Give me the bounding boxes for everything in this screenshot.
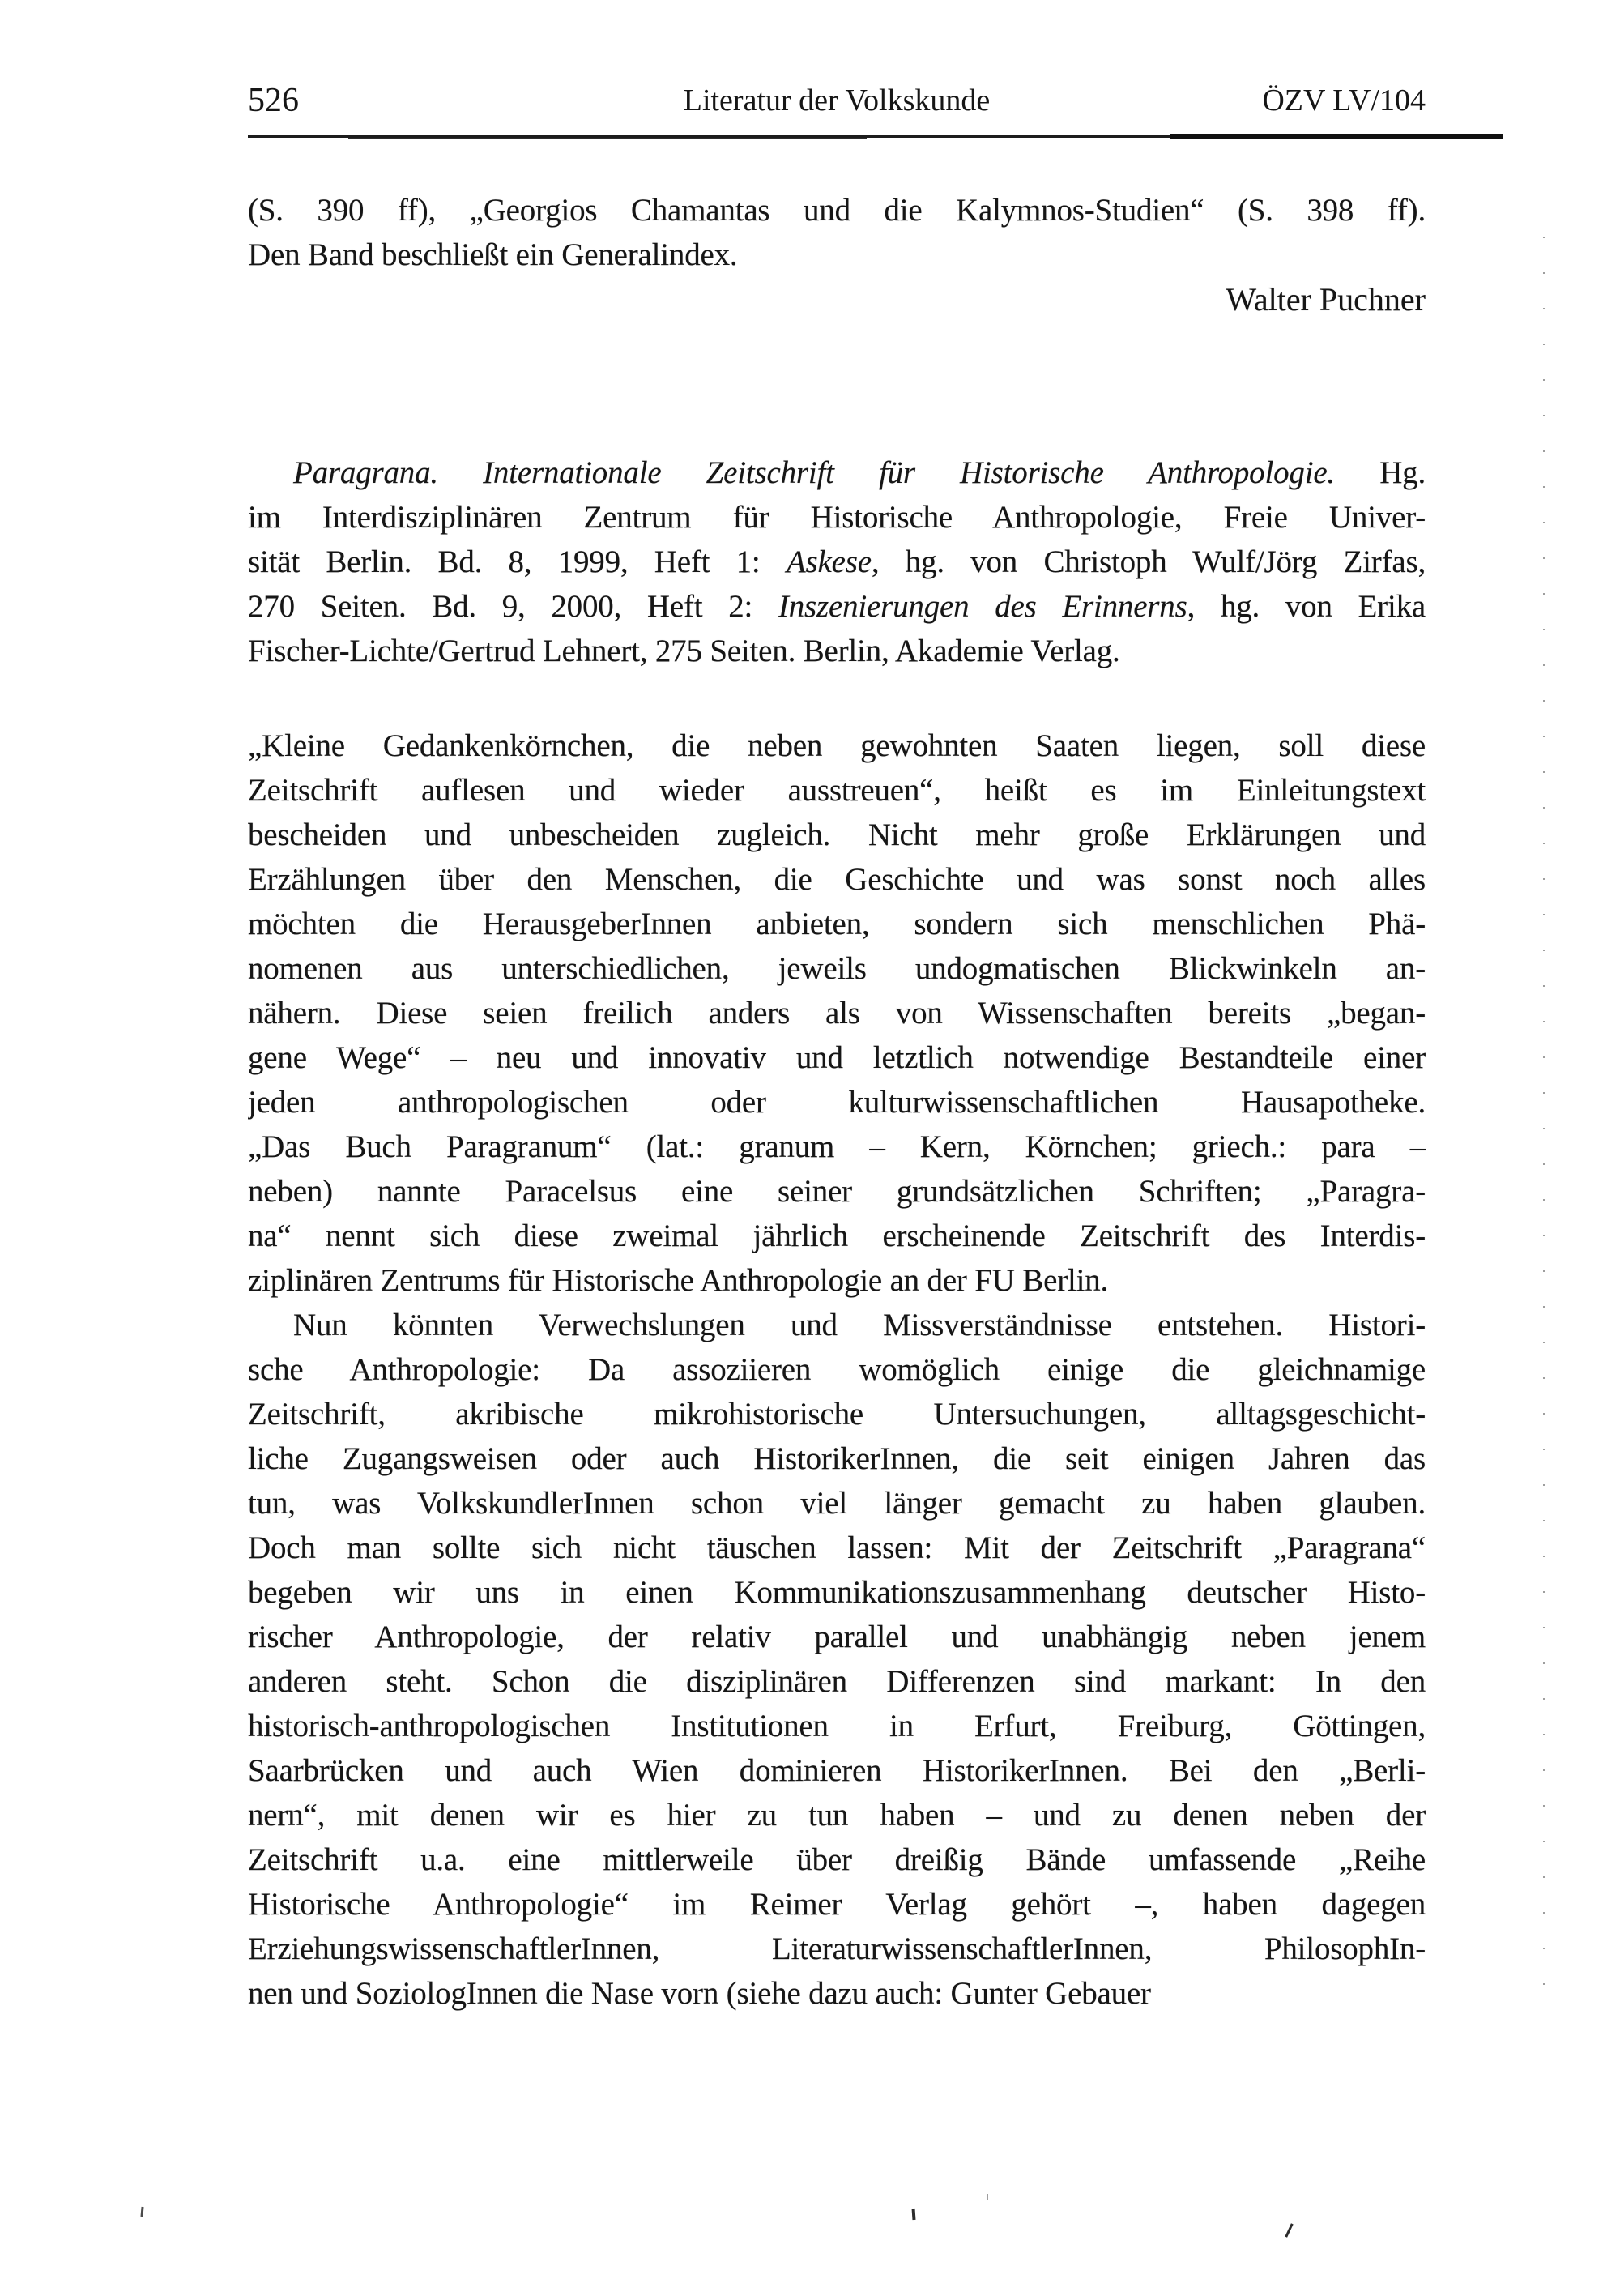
text-line bbox=[248, 1392, 1426, 1436]
text-line bbox=[248, 540, 1426, 584]
text-line bbox=[248, 768, 1426, 813]
scan-speck bbox=[1285, 2223, 1293, 2238]
text-segment: Den Band beschließt ein Generalindex. bbox=[248, 237, 738, 272]
text-segment: , hg. von Christoph Wulf/Jörg Zirfas, bbox=[871, 544, 1426, 579]
issue-reference: ÖZV LV/104 bbox=[1262, 83, 1426, 117]
text-line bbox=[248, 1080, 1426, 1125]
text-segment: Zeitschrift u.a. eine mittlerweile über dreißig Bände umfassende „Reihe bbox=[248, 1842, 1426, 1877]
italic-text-segment: Paragrana. Internationale Zeitschrift für Historische Anthropologie. bbox=[293, 455, 1335, 490]
text-line bbox=[248, 1615, 1426, 1659]
text-segment: na“ nennt sich diese zweimal jährlich erscheinende Zeitschrift des Interdis- bbox=[248, 1218, 1426, 1253]
text-line bbox=[248, 1347, 1426, 1392]
italic-text-segment: Askese bbox=[786, 544, 872, 579]
text-segment: Hg. bbox=[1335, 455, 1426, 490]
text-segment: Erzählungen über den Menschen, die Geschichte und was sonst noch alles bbox=[248, 862, 1426, 897]
reviewer-signature: Walter Puchner bbox=[1226, 281, 1426, 318]
text-segment: Doch man sollte sich nicht täuschen lassen: Mit der Zeitschrift „Paragrana“ bbox=[248, 1530, 1426, 1565]
text-line bbox=[248, 1303, 1426, 1347]
text-segment: begeben wir uns in einen Kommunikationszusammenhang deutscher Histo- bbox=[248, 1575, 1426, 1610]
text-segment: nähern. Diese seien freilich anders als von Wissenschaften bereits „began- bbox=[248, 996, 1426, 1031]
text-line bbox=[248, 1436, 1426, 1481]
text-segment: im Interdisziplinären Zentrum für Historische Anthropologie, Freie Univer- bbox=[248, 500, 1426, 535]
text-line bbox=[248, 1882, 1426, 1927]
text-line bbox=[248, 813, 1426, 857]
text-line bbox=[248, 450, 1426, 495]
text-segment: nomenen aus unterschiedlichen, jeweils undogmatischen Blickwinkeln an- bbox=[248, 951, 1426, 986]
text-line bbox=[248, 1748, 1426, 1793]
text-segment: möchten die HerausgeberInnen anbieten, sondern sich menschlichen Phä- bbox=[248, 907, 1426, 941]
review-citation bbox=[248, 450, 1426, 673]
page-number: 526 bbox=[248, 82, 299, 119]
text-segment: liche Zugangsweisen oder auch HistorikerInnen, die seit einigen Jahren das bbox=[248, 1441, 1426, 1476]
text-segment: historisch-anthropologischen Institutionen in Erfurt, Freiburg, Göttingen, bbox=[248, 1709, 1426, 1743]
scan-speck bbox=[987, 2194, 988, 2200]
text-line bbox=[248, 1035, 1426, 1080]
text-line bbox=[248, 1659, 1426, 1704]
text-line bbox=[248, 1570, 1426, 1615]
text-segment: jeden anthropologischen oder kulturwissenschaftlichen Hausapotheke. bbox=[248, 1085, 1426, 1120]
text-line bbox=[248, 629, 1426, 673]
text-segment: Saarbrücken und auch Wien dominieren HistorikerInnen. Bei den „Berli- bbox=[248, 1753, 1426, 1788]
text-line bbox=[248, 857, 1426, 902]
text-line bbox=[248, 1481, 1426, 1526]
text-segment: tun, was VolkskundlerInnen schon viel länger gemacht zu haben glauben. bbox=[248, 1486, 1426, 1521]
text-segment: nen und SoziologInnen die Nase vorn (siehe dazu auch: Gunter Gebauer bbox=[248, 1976, 1151, 2011]
text-line bbox=[248, 1125, 1426, 1169]
text-line bbox=[248, 1927, 1426, 1971]
text-line bbox=[248, 1971, 1426, 2016]
text-segment: neben) nannte Paracelsus eine seiner grundsätzlichen Schriften; „Paragra- bbox=[248, 1174, 1426, 1209]
text-segment: ErziehungswissenschaftlerInnen, LiteraturwissenschaftlerInnen, PhilosophIn- bbox=[248, 1931, 1426, 1966]
review-body-paragraph-1 bbox=[248, 723, 1426, 1303]
text-line bbox=[248, 902, 1426, 946]
italic-text-segment: Inszenierungen des Erinnerns bbox=[778, 589, 1187, 624]
text-segment: „Das Buch Paragranum“ (lat.: granum – Kern, Körnchen; griech.: para – bbox=[248, 1129, 1426, 1164]
text-line bbox=[248, 1258, 1426, 1303]
text-segment: Zeitschrift, akribische mikrohistorische Untersuchungen, alltagsgeschicht- bbox=[248, 1397, 1426, 1432]
text-line bbox=[248, 1793, 1426, 1837]
text-segment: Zeitschrift auflesen und wieder ausstreuen“, heißt es im Einleitungstext bbox=[248, 773, 1426, 808]
review-closing-paragraph bbox=[248, 188, 1426, 277]
text-segment: nern“, mit denen wir es hier zu tun haben – und zu denen neben der bbox=[248, 1798, 1426, 1833]
text-segment: , hg. von Erika bbox=[1187, 589, 1426, 624]
text-line bbox=[248, 495, 1426, 540]
text-line bbox=[248, 946, 1426, 991]
text-segment: (S. 390 ff), „Georgios Chamantas und die Kalymnos-Studien“ (S. 398 ff). bbox=[248, 193, 1426, 228]
text-segment: sche Anthropologie: Da assoziieren womöglich einige die gleichnamige bbox=[248, 1352, 1426, 1387]
text-segment: 270 Seiten. Bd. 9, 2000, Heft 2: bbox=[248, 589, 778, 624]
review-body-paragraph-2 bbox=[248, 1303, 1426, 2016]
text-line bbox=[248, 188, 1426, 233]
text-line bbox=[248, 1169, 1426, 1214]
text-segment: gene Wege“ – neu und innovativ und letztlich notwendige Bestandteile einer bbox=[248, 1040, 1426, 1075]
scan-speck bbox=[140, 2207, 143, 2217]
text-segment: bescheiden und unbescheiden zugleich. Nicht mehr große Erklärungen und bbox=[248, 817, 1426, 852]
text-line bbox=[248, 1837, 1426, 1882]
text-segment: sität Berlin. Bd. 8, 1999, Heft 1: bbox=[248, 544, 787, 579]
text-segment: Historische Anthropologie“ im Reimer Verlag gehört –, haben dagegen bbox=[248, 1887, 1426, 1922]
header-rule-double-stroke bbox=[348, 138, 867, 139]
journal-title: Literatur der Volkskunde bbox=[683, 83, 991, 117]
text-line bbox=[248, 1704, 1426, 1748]
text-line bbox=[248, 1214, 1426, 1258]
text-segment: Nun könnten Verwechslungen und Missverständnisse entstehen. Histori- bbox=[293, 1308, 1426, 1342]
text-line bbox=[248, 584, 1426, 629]
text-line bbox=[248, 723, 1426, 768]
running-head bbox=[248, 79, 1426, 122]
scan-edge-dotted-line bbox=[1543, 237, 1545, 2003]
text-line bbox=[248, 991, 1426, 1035]
header-rule-thick-segment bbox=[1170, 134, 1503, 139]
text-line bbox=[248, 1526, 1426, 1570]
scan-speck bbox=[912, 2209, 916, 2220]
text-line bbox=[248, 233, 1426, 277]
text-segment: ziplinären Zentrums für Historische Anthropologie an der FU Berlin. bbox=[248, 1263, 1109, 1298]
text-segment: „Kleine Gedankenkörnchen, die neben gewohnten Saaten liegen, soll diese bbox=[248, 728, 1426, 763]
text-segment: rischer Anthropologie, der relativ parallel und unabhängig neben jenem bbox=[248, 1620, 1426, 1654]
text-segment: anderen steht. Schon die disziplinären Differenzen sind markant: In den bbox=[248, 1664, 1426, 1699]
text-segment: Fischer-Lichte/Gertrud Lehnert, 275 Seiten. Berlin, Akademie Verlag. bbox=[248, 634, 1120, 668]
